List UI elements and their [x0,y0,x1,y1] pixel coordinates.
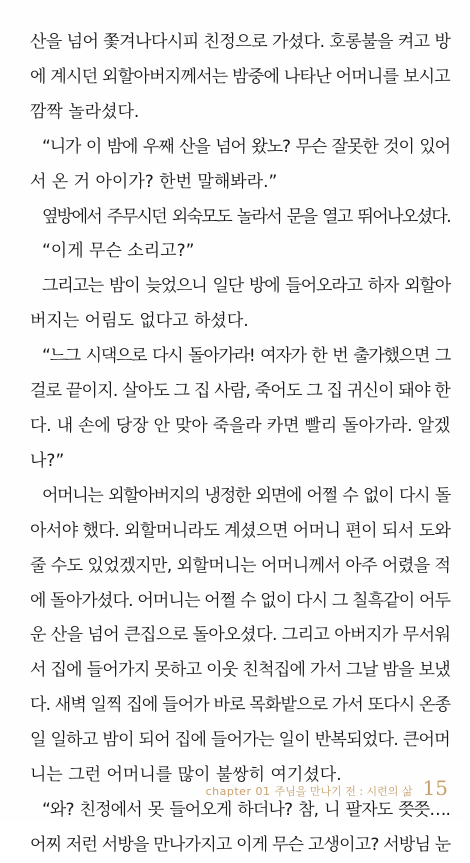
text-line: 서 온 거 아이가? 한번 말해봐라.” [30,171,278,192]
body-text [30,25,450,863]
text-line: 어머니는 외할아버지의 냉정한 외면에 어쩔 수 없이 다시 돌 [42,485,450,506]
text-line: 운 산을 넘어 큰집으로 돌아오셨다. 그리고 아버지가 무서워 [30,625,451,646]
text-line: “이게 무슨 소리고?” [42,241,195,262]
text-line: 서 집에 들어가지 못하고 이웃 친척집에 가서 그날 밤을 보냈 [30,660,450,681]
text-line: “느그 시댁으로 다시 돌아가라! 여자가 한 번 출가했으면 그 [42,346,450,367]
text-line: “와? 친정에서 못 들어오게 하더나? 참, 니 팔자도 쯧쯧…. [42,799,450,820]
text-line: 산을 넘어 쫓겨나다시피 친정으로 가셨다. 호롱불을 켜고 방 [30,32,451,52]
text-line: 니는 그런 어머니를 많이 불쌍히 여기셨다. [30,765,342,786]
text-line: 다. 새벽 일찍 집에 들어가 바로 목화밭으로 가서 또다시 온종 [30,695,451,716]
text-line: 버지는 어림도 없다고 하셨다. [30,311,249,332]
text-line: “니가 이 밤에 우째 산을 넘어 왔노? 무슨 잘못한 것이 있어 [42,136,450,157]
text-line: 다. 내 손에 당장 안 맞아 죽을라 카면 빨리 돌아가라. 알겠 [30,415,451,436]
text-line: 에 돌아가셨다. 어머니는 어쩔 수 없이 다시 그 칠흑같이 어두 [30,590,451,611]
page-number: 15 [422,776,448,800]
text-line: 깜짝 놀라셨다. [30,101,140,122]
text-line: 에 계시던 외할아버지께서는 밤중에 나타난 어머니를 보시고 [30,66,450,87]
chapter-title: 주님을 만나기 전 : 시련의 삶 [274,785,413,798]
text-line: 걸로 끝이지. 살아도 그 집 사람, 죽어도 그 집 귀신이 돼야 한 [30,381,450,402]
text-line: 아서야 했다. 외할머니라도 계셨으면 어머니 편이 되서 도와 [30,520,451,541]
text-line: 줄 수도 있었겠지만, 외할머니는 어머니께서 아주 어렸을 적 [30,555,451,576]
page-footer [206,776,448,800]
chapter-label: chapter 01 [205,785,271,798]
text-line: 일 일하고 밤이 되어 집에 들어가는 일이 반복되었다. 큰어머 [30,730,450,751]
text-line: 옆방에서 주무시던 외숙모도 놀라서 문을 열고 뛰어나오셨다. [42,206,450,227]
text-line: 나?” [30,450,65,471]
text-line: 어찌 저런 서방을 만나가지고 이게 무슨 고생이고? 서방님 눈 [30,834,451,855]
text-line: 그리고는 밤이 늦었으니 일단 방에 들어오라고 하자 외할아 [42,276,450,297]
